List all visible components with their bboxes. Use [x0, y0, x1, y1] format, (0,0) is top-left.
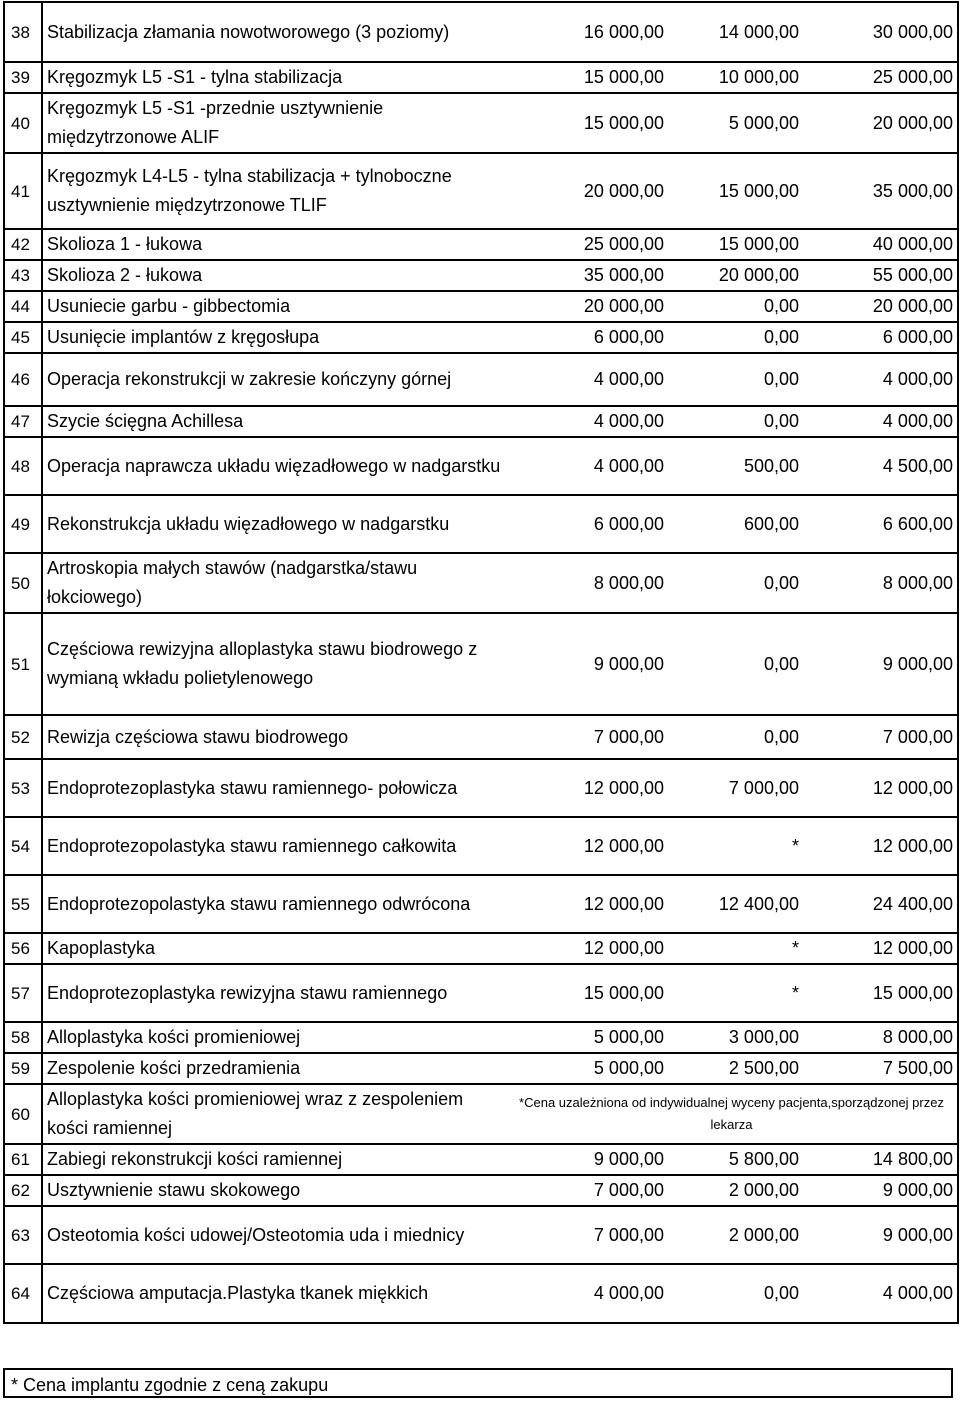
table-row [4, 353, 958, 406]
row-number: 59 [4, 1053, 42, 1084]
procedure-name: Częściowa rewizyjna alloplastyka stawu biodrowego z wymianą wkładu polietylenowego [42, 613, 506, 715]
price-cell: 12 000,00 [506, 817, 668, 875]
row-number: 53 [4, 759, 42, 817]
price-cell: 7 000,00 [506, 715, 668, 759]
implant-price-cell: 0,00 [668, 322, 803, 353]
procedure-name: Endoprotezopolastyka stawu ramiennego całkowita [42, 817, 506, 875]
row-number: 51 [4, 613, 42, 715]
row-number: 44 [4, 291, 42, 322]
price-cell: 4 000,00 [506, 406, 668, 437]
row-number: 47 [4, 406, 42, 437]
price-cell: 9 000,00 [506, 1144, 668, 1175]
row-number: 46 [4, 353, 42, 406]
table-row [4, 260, 958, 291]
procedure-name: Operacja rekonstrukcji w zakresie kończyny górnej [42, 353, 506, 406]
table-row [4, 437, 958, 495]
procedure-name: Skolioza 2 - łukowa [42, 260, 506, 291]
implant-price-cell: 0,00 [668, 1264, 803, 1323]
implant-price-cell: 5 000,00 [668, 93, 803, 153]
procedure-name: Usuniecie garbu - gibbectomia [42, 291, 506, 322]
table-row [4, 1084, 958, 1144]
total-price-cell: 55 000,00 [803, 260, 958, 291]
table-row [4, 875, 958, 933]
price-cell: 16 000,00 [506, 2, 668, 62]
total-price-cell: 12 000,00 [803, 933, 958, 964]
total-price-cell: 8 000,00 [803, 553, 958, 613]
implant-price-cell: 20 000,00 [668, 260, 803, 291]
total-price-cell: 20 000,00 [803, 291, 958, 322]
total-price-cell: 9 000,00 [803, 613, 958, 715]
table-row [4, 291, 958, 322]
total-price-cell: 7 000,00 [803, 715, 958, 759]
table-row [4, 817, 958, 875]
implant-price-cell: 2 000,00 [668, 1206, 803, 1264]
table-row [4, 62, 958, 93]
row-number: 58 [4, 1022, 42, 1053]
price-note: *Cena uzależniona od indywidualnej wyceny pacjenta,sporządzonej przez lekarza [506, 1084, 958, 1144]
total-price-cell: 25 000,00 [803, 62, 958, 93]
price-cell: 35 000,00 [506, 260, 668, 291]
row-number: 40 [4, 93, 42, 153]
procedure-name: Kręgozmyk L5 -S1 - tylna stabilizacja [42, 62, 506, 93]
total-price-cell: 4 000,00 [803, 353, 958, 406]
price-cell: 12 000,00 [506, 875, 668, 933]
row-number: 56 [4, 933, 42, 964]
implant-price-cell: 10 000,00 [668, 62, 803, 93]
implant-price-cell: 3 000,00 [668, 1022, 803, 1053]
row-number: 48 [4, 437, 42, 495]
row-number: 38 [4, 2, 42, 62]
row-number: 41 [4, 153, 42, 229]
table-row [4, 715, 958, 759]
row-number: 39 [4, 62, 42, 93]
total-price-cell: 9 000,00 [803, 1175, 958, 1206]
procedure-name: Zespolenie kości przedramienia [42, 1053, 506, 1084]
row-number: 43 [4, 260, 42, 291]
implant-price-cell: 0,00 [668, 715, 803, 759]
row-number: 61 [4, 1144, 42, 1175]
total-price-cell: 4 000,00 [803, 1264, 958, 1323]
procedure-name: Endoprotezoplastyka rewizyjna stawu ramiennego [42, 964, 506, 1022]
procedure-name: Osteotomia kości udowej/Osteotomia uda i miednicy [42, 1206, 506, 1264]
price-table [3, 1, 959, 1324]
implant-price-cell: 600,00 [668, 495, 803, 553]
table-row [4, 1206, 958, 1264]
price-cell: 6 000,00 [506, 495, 668, 553]
table-row [4, 1144, 958, 1175]
procedure-name: Kręgozmyk L5 -S1 -przednie usztywnienie międzytrzonowe ALIF [42, 93, 506, 153]
procedure-name: Rekonstrukcja układu więzadłowego w nadgarstku [42, 495, 506, 553]
row-number: 52 [4, 715, 42, 759]
procedure-name: Szycie ścięgna Achillesa [42, 406, 506, 437]
implant-price-cell: 15 000,00 [668, 153, 803, 229]
price-cell: 6 000,00 [506, 322, 668, 353]
price-cell: 4 000,00 [506, 437, 668, 495]
total-price-cell: 12 000,00 [803, 817, 958, 875]
implant-price-cell: 14 000,00 [668, 2, 803, 62]
procedure-name: Zabiegi rekonstrukcji kości ramiennej [42, 1144, 506, 1175]
row-number: 60 [4, 1084, 42, 1144]
table-row [4, 613, 958, 715]
implant-price-cell: 0,00 [668, 613, 803, 715]
implant-price-cell: 7 000,00 [668, 759, 803, 817]
procedure-name: Częściowa amputacja.Plastyka tkanek miękkich [42, 1264, 506, 1323]
price-cell: 15 000,00 [506, 93, 668, 153]
procedure-name: Alloplastyka kości promieniowej [42, 1022, 506, 1053]
price-cell: 7 000,00 [506, 1206, 668, 1264]
procedure-name: Artroskopia małych stawów (nadgarstka/stawu łokciowego) [42, 553, 506, 613]
total-price-cell: 15 000,00 [803, 964, 958, 1022]
table-row [4, 759, 958, 817]
row-number: 45 [4, 322, 42, 353]
total-price-cell: 30 000,00 [803, 2, 958, 62]
procedure-name: Usztywnienie stawu skokowego [42, 1175, 506, 1206]
price-cell: 20 000,00 [506, 153, 668, 229]
table-row [4, 553, 958, 613]
procedure-name: Stabilizacja złamania nowotworowego (3 poziomy) [42, 2, 506, 62]
row-number: 62 [4, 1175, 42, 1206]
procedure-name: Usunięcie implantów z kręgosłupa [42, 322, 506, 353]
total-price-cell: 20 000,00 [803, 93, 958, 153]
total-price-cell: 6 000,00 [803, 322, 958, 353]
implant-price-cell: 15 000,00 [668, 229, 803, 260]
procedure-name: Skolioza 1 - łukowa [42, 229, 506, 260]
row-number: 42 [4, 229, 42, 260]
price-cell: 15 000,00 [506, 62, 668, 93]
implant-price-cell: * [668, 964, 803, 1022]
table-row [4, 406, 958, 437]
price-cell: 12 000,00 [506, 759, 668, 817]
procedure-name: Kręgozmyk L4-L5 - tylna stabilizacja + tylnoboczne usztywnienie międzytrzonowe TLIF [42, 153, 506, 229]
table-row [4, 933, 958, 964]
implant-price-cell: * [668, 933, 803, 964]
total-price-cell: 8 000,00 [803, 1022, 958, 1053]
total-price-cell: 24 400,00 [803, 875, 958, 933]
table-row [4, 1053, 958, 1084]
price-cell: 20 000,00 [506, 291, 668, 322]
procedure-name: Endoprotezoplastyka stawu ramiennego- połowicza [42, 759, 506, 817]
table-row [4, 322, 958, 353]
price-cell: 5 000,00 [506, 1053, 668, 1084]
procedure-name: Rewizja częściowa stawu biodrowego [42, 715, 506, 759]
implant-price-cell: 5 800,00 [668, 1144, 803, 1175]
row-number: 49 [4, 495, 42, 553]
total-price-cell: 35 000,00 [803, 153, 958, 229]
total-price-cell: 4 500,00 [803, 437, 958, 495]
implant-price-cell: 0,00 [668, 291, 803, 322]
table-row [4, 1175, 958, 1206]
total-price-cell: 14 800,00 [803, 1144, 958, 1175]
table-row [4, 1264, 958, 1323]
table-row [4, 2, 958, 62]
total-price-cell: 12 000,00 [803, 759, 958, 817]
implant-price-cell: 500,00 [668, 437, 803, 495]
price-cell: 4 000,00 [506, 1264, 668, 1323]
price-cell: 8 000,00 [506, 553, 668, 613]
row-number: 55 [4, 875, 42, 933]
procedure-name: Operacja naprawcza układu więzadłowego w nadgarstku [42, 437, 506, 495]
row-number: 57 [4, 964, 42, 1022]
table-row [4, 153, 958, 229]
total-price-cell: 4 000,00 [803, 406, 958, 437]
row-number: 64 [4, 1264, 42, 1323]
price-cell: 7 000,00 [506, 1175, 668, 1206]
table-row [4, 964, 958, 1022]
implant-price-cell: 0,00 [668, 553, 803, 613]
table-row [4, 495, 958, 553]
price-cell: 15 000,00 [506, 964, 668, 1022]
total-price-cell: 9 000,00 [803, 1206, 958, 1264]
total-price-cell: 7 500,00 [803, 1053, 958, 1084]
row-number: 63 [4, 1206, 42, 1264]
total-price-cell: 40 000,00 [803, 229, 958, 260]
price-table-body [4, 2, 958, 1323]
procedure-name: Endoprotezopolastyka stawu ramiennego odwrócona [42, 875, 506, 933]
table-row [4, 229, 958, 260]
footnote: * Cena implantu zgodnie z ceną zakupu [3, 1368, 953, 1398]
procedure-name: Alloplastyka kości promieniowej wraz z zespoleniem kości ramiennej [42, 1084, 506, 1144]
price-cell: 9 000,00 [506, 613, 668, 715]
implant-price-cell: * [668, 817, 803, 875]
table-row [4, 1022, 958, 1053]
implant-price-cell: 0,00 [668, 406, 803, 437]
implant-price-cell: 2 000,00 [668, 1175, 803, 1206]
procedure-name: Kapoplastyka [42, 933, 506, 964]
table-row [4, 93, 958, 153]
row-number: 50 [4, 553, 42, 613]
price-cell: 4 000,00 [506, 353, 668, 406]
row-number: 54 [4, 817, 42, 875]
price-cell: 5 000,00 [506, 1022, 668, 1053]
price-cell: 12 000,00 [506, 933, 668, 964]
implant-price-cell: 12 400,00 [668, 875, 803, 933]
implant-price-cell: 2 500,00 [668, 1053, 803, 1084]
implant-price-cell: 0,00 [668, 353, 803, 406]
total-price-cell: 6 600,00 [803, 495, 958, 553]
price-cell: 25 000,00 [506, 229, 668, 260]
